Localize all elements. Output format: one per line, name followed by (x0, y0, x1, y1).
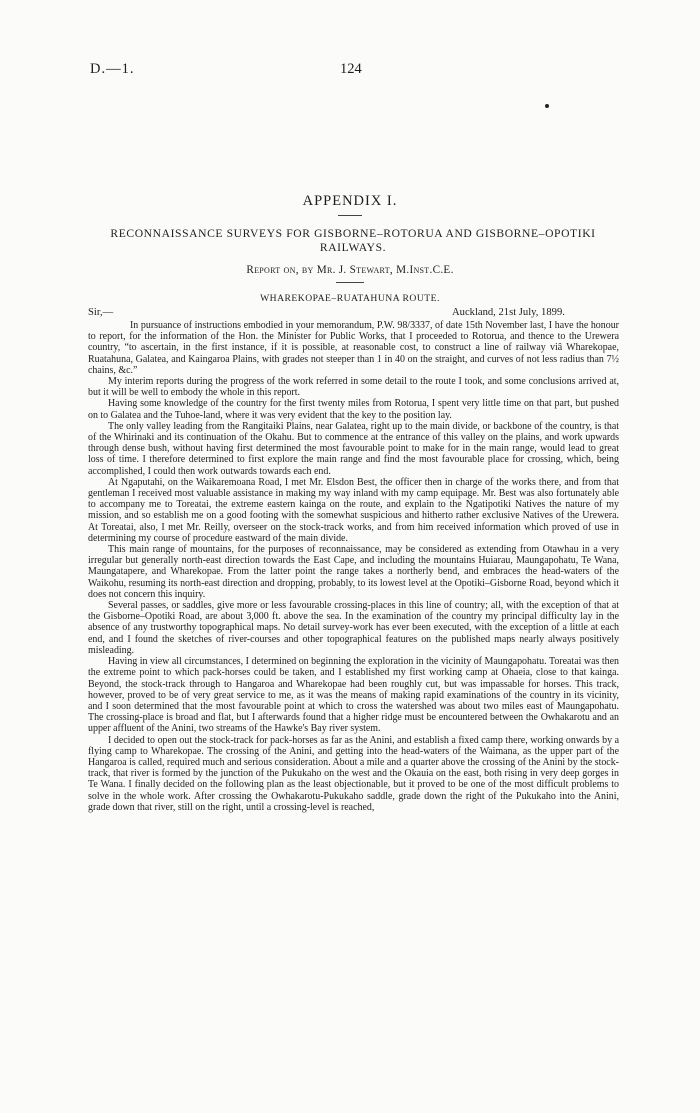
body-paragraph: I decided to open out the stock-track for pack-horses as far as the Anini, and establish a fixed camp there, working onwards by a flying camp to Wharekopae. The crossing of the Anini, and getting into the head-waters of the Waimana, as the upper part of the Hangaroa is called, required much and serious consideration. About a mile and a quarter above the crossing of the Anini by the stock-track, that river is formed by the junction of the Pukukaho on the west and the Okauia on the east, both rising in very deep gorges in Te Wana. I finally decided on the following plan as the least objectionable, but it proved to be one of the most difficult problems to solve in the whole work. After crossing the Owhakarotu-Pukukaho saddle, grade down the right of the Pukukaho into the Anini, grade down that river, still on the right, until a crossing-level is reached, (88, 734, 619, 813)
body-paragraph: Having some knowledge of the country for the first twenty miles from Rotorua, I spent very little time on that part, but pushed on to Galatea and the Tuhoe-land, where it was very evident that the key to the position lay. (88, 398, 619, 421)
divider-rule (338, 215, 362, 216)
page-number: 124 (340, 61, 362, 77)
body-paragraph: The only valley leading from the Rangitaiki Plains, near Galatea, right up to the main divide, or backbone of the country, is that of the Whirinaki and its continuation of the Okahu. But to commence at the entrance of this valley on the plains, and work upwards through dense bush, without having first determined the most favourable point to make for in the main range, would lead to great loss of time. I therefore determined to first explore the main range and find the most favourable place for crossing, which, being accomplished, I could then work outwards towards each end. (88, 420, 619, 477)
body-paragraph: Several passes, or saddles, give more or less favourable crossing-places in this line of country; all, with the exception of that at the Gisborne–Opotiki Road, are about 3,000 ft. above the sea. In the examination of the country my principal difficulty lay in the absence of any trustworthy topographical maps. No detail survey-work has ever been executed, with the exception of a little at each end, and I found the sketches of river-courses and other topographical features on the published maps nearly always positively misleading. (88, 600, 619, 656)
dateline: Auckland, 21st July, 1899. (452, 307, 565, 318)
appendix-heading: APPENDIX I. (302, 193, 398, 209)
document-reference: D.—1. (90, 61, 135, 77)
body-paragraph: In pursuance of instructions embodied in your memorandum, P.W. 98/3337, of date 15th November last, I have the honour to report, for the information of the Hon. the Minister for Public Works, that I proceeded to Rotorua, and thence to the Urewera country, “to ascertain, in the first instance, if it is possible, at reasonable cost, to construct a line of railway viâ Wharekopae, Ruatahuna, Galatea, and Kaingaroa Plains, with grades not steeper than 1 in 40 on the straight, and curves of not less radius than 7½ chains, &c.” (88, 320, 619, 376)
route-heading: WHAREKOPAE–RUATAHUNA ROUTE. (260, 293, 440, 304)
divider-rule (336, 282, 364, 283)
report-subtitle: Report on, by Mr. J. Stewart, M.Inst.C.E. (246, 264, 454, 276)
report-title: RECONNAISSANCE SURVEYS FOR GISBORNE–ROTORUA AND GISBORNE–OPOTIKI RAILWAYS. (110, 227, 596, 254)
ink-speck (545, 104, 549, 108)
salutation: Sir,— (88, 307, 114, 318)
report-body (88, 320, 619, 813)
body-paragraph: Having in view all circumstances, I determined on beginning the exploration in the vicinity of Maungapohatu. Toreatai was then the extreme point to which pack-horses could be taken, and I established my first working camp at Ohaeia, close to that kainga. Beyond, the stock-track through to Hangaroa and Wharekopae had been roughly cut, but was impassable for horses. This track, however, proved to be of very great service to me, as it was the means of making rapid examinations of the country in its vicinity, and I soon determined that the most favourable point at which to cross the watershed was about two miles east of Maungapohatu. The crossing-place is broad and flat, but I afterwards found that a higher ridge must be encountered between the Owhakarotu and an upper affluent of the Anini, two streams of the Hawke's Bay river system. (88, 656, 619, 735)
body-paragraph: My interim reports during the progress of the work referred in some detail to the route I took, and some conclusions arrived at, but it will be well to embody the whole in this report. (88, 376, 619, 399)
body-paragraph: At Ngaputahi, on the Waikaremoana Road, I met Mr. Elsdon Best, the officer then in charge of the works there, and from that gentleman I received most valuable assistance in making my way inland with my camp equipage. Mr. Best was also fortunately able to accompany me to Toreatai, the extreme eastern kainga on the route, and explain to the Ngatipotiki Natives the nature of my mission, and so establish me on a good footing with the somewhat suspicious and hitherto rather exclusive Natives of the Urewera. At Toreatai, also, I met Mr. Reilly, overseer on the stock-track works, and from him received information which proved of use in determining my course of procedure eastward of the main divide. (88, 476, 619, 544)
body-paragraph: This main range of mountains, for the purposes of reconnaissance, may be considered as extending from Otawhau in a very irregular but generally north-east direction towards the East Cape, and including the mountains Huiarau, Maungapohatu, Te Wana, Maungatapere, and Wharekopae. From the latter point the range takes a northerly bend, and embraces the head-waters of the Waikohu, resuming its north-east direction and dropping, probably, to its lowest level at the Opotiki–Gisborne Road, beyond which it does not concern this inquiry. (88, 544, 619, 600)
